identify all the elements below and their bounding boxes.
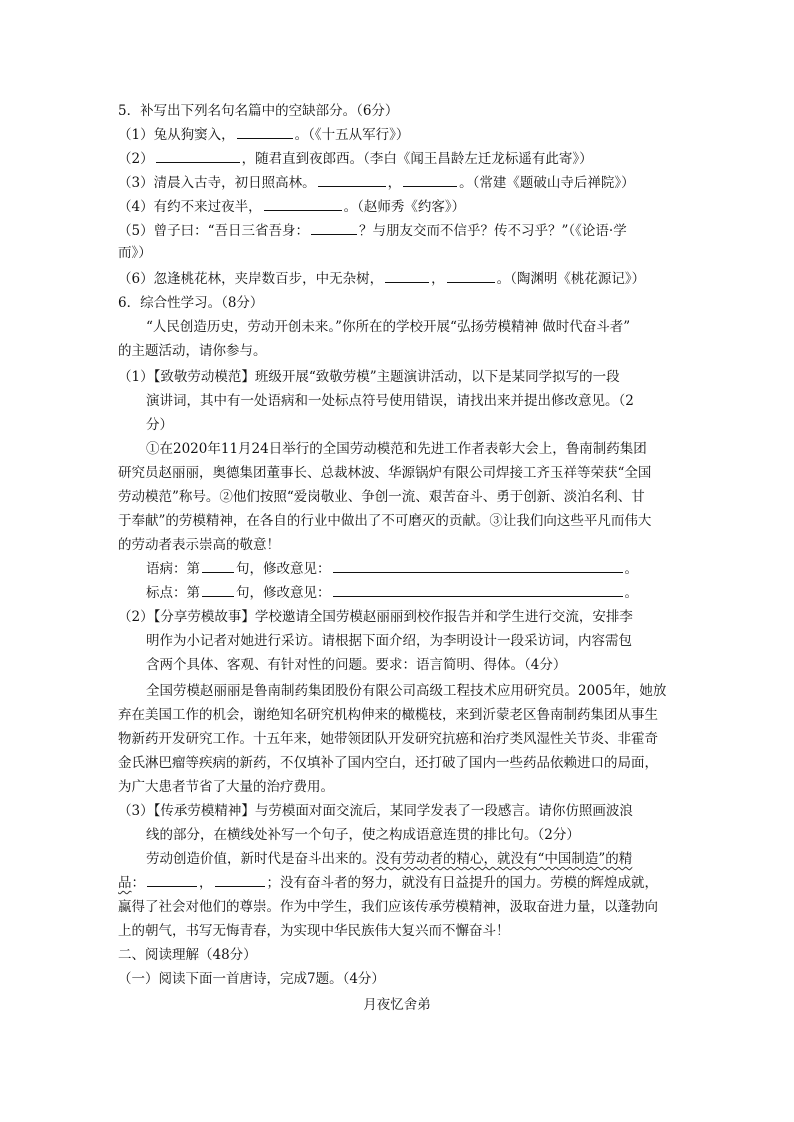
- wavy-underlined-text: 没有劳动者的精心，就没有“中国制造”的精: [375, 851, 633, 867]
- model-worker-passage: 金氏淋巴瘤等疾病的新药，不仅填补了国内空白，还打破了国内一些药品依赖进口的局面，: [118, 755, 658, 771]
- q5-item-2: （2） ，随君直到夜郎西。（李白《闻王昌龄左迁龙标遥有此寄》）: [118, 151, 593, 167]
- q6-sub2-prompt: （2）【分享劳模故事】学校邀请全国劳模赵丽丽到校作报告并和学生进行交流，安排李: [118, 609, 633, 625]
- speech-passage: 劳动模范”称号。②他们按照“爱岗敬业、争创一流、艰苦奋斗、勇于创新、淡泊名利、甘: [118, 489, 645, 505]
- q5-item-3: （3）清晨入古寺，初日照高林。 ， 。（常建《题破山寺后禅院》）: [118, 175, 635, 191]
- answer-blank[interactable]: [311, 222, 357, 235]
- q5-item-6: （6）忽逢桃花林，夹岸数百步，中无杂树， ， 。（陶渊明《桃花源记》）: [118, 271, 646, 287]
- q6-sub1-prompt-cont: 分）: [146, 417, 173, 433]
- speech-passage: 研究员赵丽丽，奥德集团董事长、总裁林波、华源锅炉有限公司焊接工齐玉祥等荣获“全国: [118, 465, 652, 481]
- answer-blank[interactable]: [156, 150, 240, 163]
- reflection-passage: 品： ， ；没有奋斗者的努力，就没有日益提升的国力。劳模的辉煌成就，: [118, 875, 658, 891]
- answer-blank[interactable]: [237, 126, 293, 139]
- answer-blank[interactable]: [385, 270, 429, 283]
- answer-line-punctuation: 标点：第 句，修改意见： 。: [146, 585, 638, 601]
- model-worker-passage: 全国劳模赵丽丽是鲁南制药集团股份有限公司高级工程技术应用研究员。2005年，她放: [146, 683, 667, 699]
- q6-sub3-prompt: （3）【传承劳模精神】与劳模面对面交流后，某同学发表了一段感言。请你仿照画波浪: [118, 803, 633, 819]
- q5-item-5-cont: 而》）: [118, 245, 152, 261]
- reflection-passage: 上的朝气，书写无悔青春，为实现中华民族伟大复兴而不懈奋斗！: [118, 923, 510, 939]
- q6-intro: “人民创造历史，劳动开创未来。”你所在的学校开展“弘扬劳模精神 做时代奋斗者”: [146, 319, 631, 335]
- revision-blank[interactable]: [333, 560, 623, 573]
- q6-sub2-prompt-cont: 含两个具体、客观、有针对性的问题。要求：语言简明、得体。（4分）: [146, 657, 567, 673]
- reflection-passage: 赢得了社会对他们的尊崇。作为中学生，我们应该传承劳模精神，汲取奋进力量，以蓬勃向: [118, 899, 658, 915]
- answer-blank[interactable]: [318, 174, 386, 187]
- answer-blank[interactable]: [215, 874, 265, 887]
- answer-blank[interactable]: [147, 874, 197, 887]
- model-worker-passage: 物新药开发研究工作。十五年来，她带领团队开发研究抗癌和治疗类风湿性关节炎、非霍奇: [118, 731, 658, 747]
- q5-title: 5．补写出下列名句名篇中的空缺部分。（6分）: [118, 103, 399, 119]
- model-worker-passage: 弃在美国工作的机会，谢绝知名研究机构伸来的橄榄枝，来到沂蒙老区鲁南制药集团从事生: [118, 707, 658, 723]
- answer-blank[interactable]: [264, 198, 342, 211]
- q6-intro-cont: 的主题活动，请你参与。: [118, 343, 267, 359]
- sentence-number-blank[interactable]: [202, 560, 234, 573]
- q6-sub1-prompt-cont: 演讲词，其中有一处语病和一处标点符号使用错误，请找出来并提出修改意见。（2: [146, 393, 634, 409]
- section-2-part-1-prompt: （一）阅读下面一首唐诗，完成7题。（4分）: [118, 971, 385, 987]
- q6-title: 6．综合性学习。（8分）: [118, 295, 264, 311]
- answer-blank[interactable]: [447, 270, 495, 283]
- q6-sub1-prompt: （1）【致敬劳动模范】班级开展“致敬劳模”主题演讲活动，以下是某同学拟写的一段: [118, 369, 620, 385]
- reflection-passage: 劳动创造价值，新时代是奋斗出来的。没有劳动者的精心，就没有“中国制造”的精: [146, 851, 633, 867]
- q5-item-5: （5）曾子曰：“吾日三省吾身： ？与朋友交而不信乎？传不习乎？”（《论语·学: [118, 223, 627, 239]
- section-2-title: 二、阅读理解（48分）: [118, 947, 257, 963]
- q6-sub2-prompt-cont: 明作为小记者对她进行采访。请根据下面介绍，为李明设计一段采访词，内容需包: [146, 633, 632, 649]
- q6-sub3-prompt-cont: 线的部分，在横线处补写一个句子，使之构成语意连贯的排比句。（2分）: [146, 827, 580, 843]
- revision-blank[interactable]: [333, 584, 623, 597]
- poem-title: 月夜忆舍弟: [363, 997, 431, 1013]
- speech-passage: ①在2020年11月24日举行的全国劳动模范和先进工作者表彰大会上，鲁南制药集团: [146, 441, 647, 457]
- sentence-number-blank[interactable]: [202, 584, 234, 597]
- q5-item-1: （1）兔从狗窦入， 。（《十五从军行》）: [118, 127, 410, 143]
- q5-item-4: （4）有约不来过夜半， 。（赵师秀《约客》）: [118, 199, 466, 215]
- speech-passage: 于奉献”的劳模精神，在各自的行业中做出了不可磨灭的贡献。③让我们向这些平凡而伟大: [118, 513, 652, 529]
- speech-passage: 的劳动者表示崇高的敬意！: [118, 537, 280, 553]
- answer-line-grammar: 语病：第 句，修改意见： 。: [146, 561, 638, 577]
- model-worker-passage: 为广大患者节省了大量的治疗费用。: [118, 779, 334, 795]
- answer-blank[interactable]: [403, 174, 457, 187]
